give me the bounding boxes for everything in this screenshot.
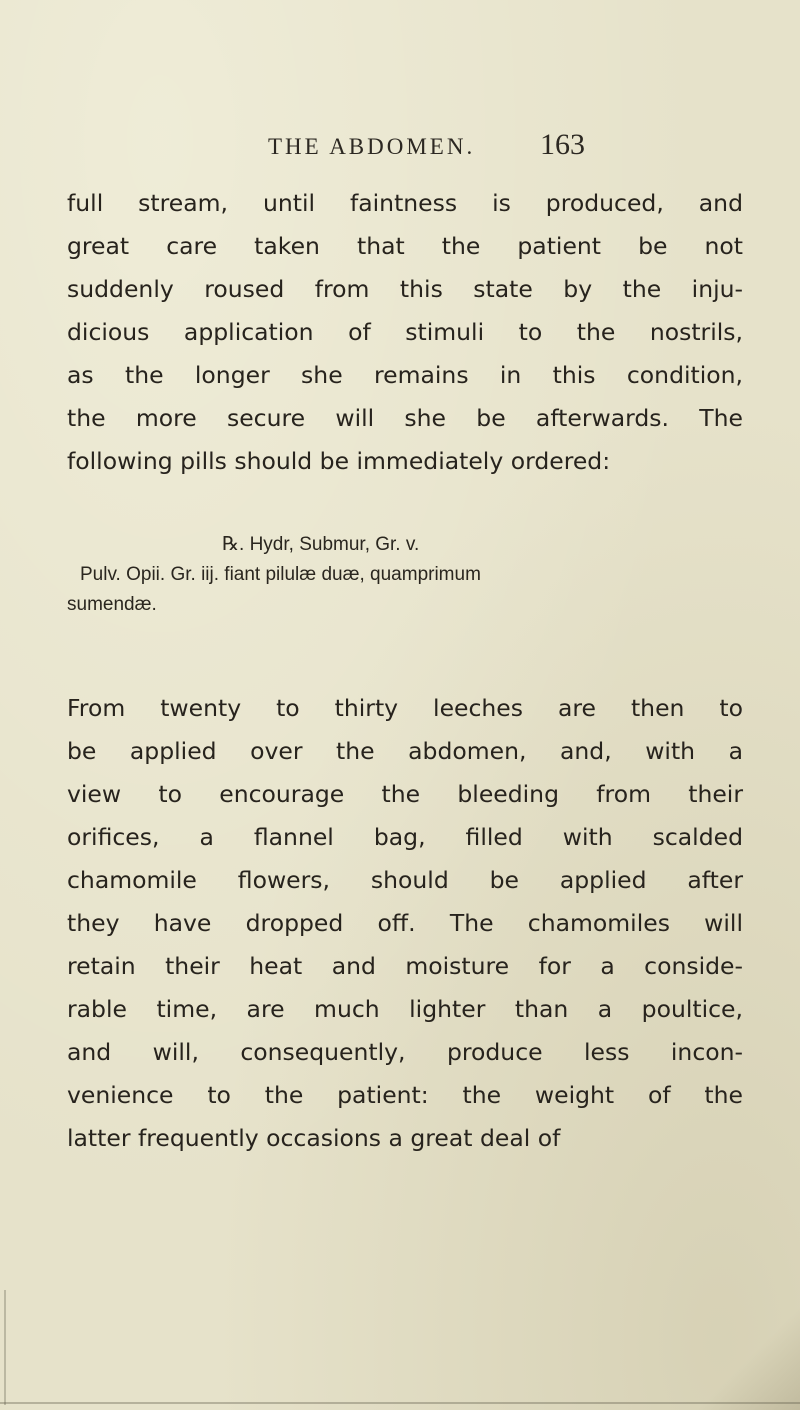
text-line: be applied over the abdomen, and, with a — [67, 737, 743, 765]
text-line: suddenly roused from this state by the inju- — [67, 275, 743, 303]
text-line: as the longer she remains in this condition, — [67, 361, 743, 389]
paragraph-1 — [67, 182, 743, 483]
prescription-line: Pulv. Opii. Gr. iij. fiant pilulæ duæ, quamprimum — [80, 564, 481, 585]
running-head: THE ABDOMEN. — [268, 134, 476, 159]
text-line: view to encourage the bleeding from their — [67, 780, 743, 808]
text-line: retain their heat and moisture for a conside- — [67, 952, 743, 980]
text-line: latter frequently occasions a great deal of — [67, 1124, 561, 1152]
text-line: great care taken that the patient be not — [67, 232, 743, 260]
prescription-block — [67, 530, 743, 620]
page-bottom-edge — [0, 1402, 800, 1404]
prescription-line: ℞. Hydr, Submur, Gr. v. — [222, 534, 420, 555]
text-line: chamomile flowers, should be applied after — [67, 866, 743, 894]
prescription-line: sumendæ. — [67, 594, 157, 615]
text-line: dicious application of stimuli to the nostrils, — [67, 318, 743, 346]
text-line: From twenty to thirty leeches are then to — [67, 694, 743, 722]
page-corner-shadow — [680, 1300, 800, 1410]
text-line: venience to the patient: the weight of the — [67, 1081, 743, 1109]
paragraph-2 — [67, 687, 743, 1160]
text-line: orifices, a flannel bag, filled with scalded — [67, 823, 743, 851]
page-left-edge — [4, 1290, 6, 1405]
text-line: they have dropped off. The chamomiles will — [67, 909, 743, 937]
text-line: and will, consequently, produce less incon- — [67, 1038, 743, 1066]
page-number: 163 — [540, 128, 585, 161]
text-line: the more secure will she be afterwards. The — [67, 404, 743, 432]
text-line: rable time, are much lighter than a poultice, — [67, 995, 743, 1023]
text-line: following pills should be immediately ordered: — [67, 447, 611, 475]
text-line: full stream, until faintness is produced, and — [67, 189, 743, 217]
page-header — [0, 128, 800, 174]
